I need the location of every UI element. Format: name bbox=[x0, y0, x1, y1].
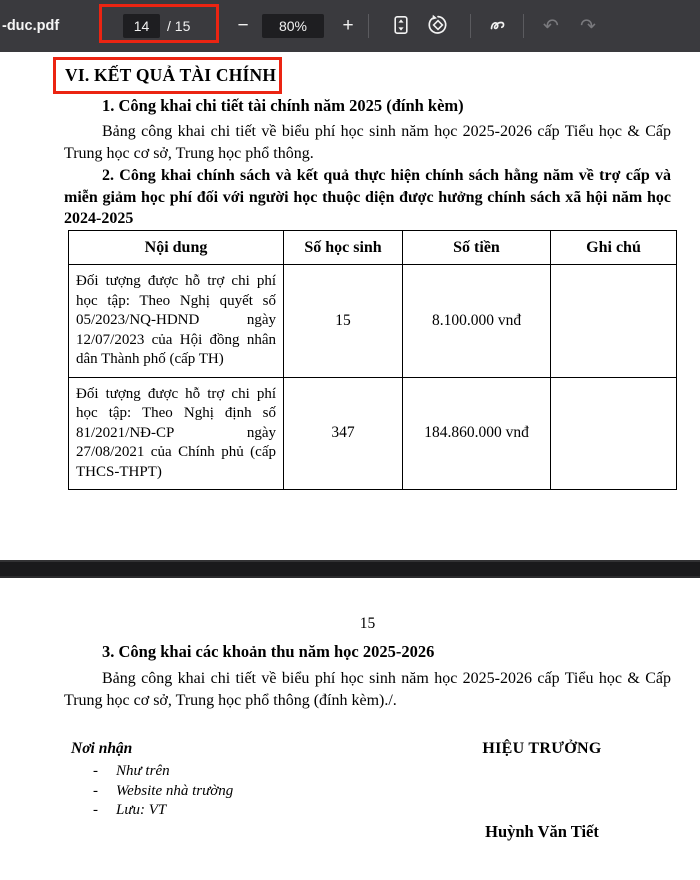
toolbar-divider bbox=[368, 14, 369, 38]
redo-button[interactable] bbox=[573, 0, 603, 52]
rotate-button[interactable] bbox=[423, 0, 453, 52]
undo-icon: ↶ bbox=[543, 15, 559, 37]
zoom-in-button[interactable]: + bbox=[336, 0, 360, 52]
pen-annotate-icon bbox=[488, 14, 510, 39]
recipient-label: Như trên bbox=[116, 763, 170, 780]
cell-students: 347 bbox=[284, 377, 403, 490]
finance-table bbox=[68, 230, 677, 490]
recipient-label: Website nhà trường bbox=[116, 782, 234, 799]
recipients-title: Nơi nhận bbox=[71, 740, 133, 757]
heading-1: 1. Công khai chi tiết tài chính năm 2025 (đính kèm) bbox=[102, 96, 464, 115]
cell-students: 15 bbox=[284, 265, 403, 378]
table-row bbox=[69, 377, 677, 490]
page-total-label: / 15 bbox=[167, 18, 191, 34]
undo-button[interactable] bbox=[536, 0, 566, 52]
zoom-level-field[interactable]: 80% bbox=[262, 14, 324, 38]
toolbar-divider bbox=[470, 14, 471, 38]
heading-3: 3. Công khai các khoản thu năm học 2025-2026 bbox=[102, 642, 435, 661]
pdf-toolbar bbox=[0, 0, 700, 52]
col-header-noi-dung: Nội dung bbox=[69, 231, 284, 265]
cell-amount: 8.100.000 vnđ bbox=[403, 265, 551, 378]
list-item bbox=[93, 801, 233, 821]
signature-title: HIỆU TRƯỞNG bbox=[482, 740, 602, 757]
recipients-list bbox=[93, 762, 233, 821]
section-title: VI. KẾT QUẢ TÀI CHÍNH bbox=[65, 65, 277, 85]
table-header-row bbox=[69, 231, 677, 265]
cell-content: Đối tượng được hỗ trợ chi phí học tập: Theo Nghị quyết số 05/2023/NQ-HDND ngày 12/07/2023 của Hội đồng nhân dân Thành phố (cấp TH) bbox=[69, 265, 284, 378]
cell-note bbox=[551, 377, 677, 490]
col-header-ghi-chu: Ghi chú bbox=[551, 231, 677, 265]
paragraph-1: Bảng công khai chi tiết về biểu phí học sinh năm học 2025-2026 cấp Tiểu học & Cấp Trung học cơ sở, Trung học phổ thông. bbox=[64, 123, 671, 162]
annotate-button[interactable] bbox=[484, 0, 514, 52]
heading-2: 2. Công khai chính sách và kết quả thực hiện chính sách hằng năm về trợ cấp và miễn giảm học phí đối với người học thuộc diện được hưởng chính sách xã hội năm học 2024-2025 bbox=[64, 167, 671, 227]
cell-note bbox=[551, 265, 677, 378]
fit-to-page-icon bbox=[391, 15, 411, 38]
col-header-so-tien: Số tiền bbox=[403, 231, 551, 265]
list-item bbox=[93, 762, 233, 782]
list-dash: - bbox=[93, 782, 98, 799]
cell-content: Đối tượng được hỗ trợ chi phí học tập: Theo Nghị định số 81/2021/NĐ-CP ngày 27/08/2021 của Chính phủ (cấp THCS-THPT) bbox=[69, 377, 284, 490]
section-title-annotation-box bbox=[53, 57, 282, 94]
signature-name: Huỳnh Văn Tiết bbox=[485, 822, 599, 841]
fit-to-page-button[interactable] bbox=[386, 0, 416, 52]
toolbar-divider bbox=[523, 14, 524, 38]
redo-icon: ↷ bbox=[580, 15, 596, 37]
list-dash: - bbox=[93, 802, 98, 819]
page-number-input[interactable] bbox=[123, 14, 160, 38]
paragraph-3: Bảng công khai chi tiết về biểu phí học sinh năm học 2025-2026 cấp Tiểu học & Cấp Trung học cơ sở, Trung học phổ thông (đính kèm)./. bbox=[64, 670, 671, 709]
list-dash: - bbox=[93, 763, 98, 780]
zoom-out-button[interactable]: − bbox=[231, 0, 255, 52]
pdf-filename: -duc.pdf bbox=[2, 18, 60, 34]
list-item bbox=[93, 782, 233, 802]
page-separator bbox=[0, 560, 700, 578]
cell-amount: 184.860.000 vnđ bbox=[403, 377, 551, 490]
recipient-label: Lưu: VT bbox=[116, 802, 167, 819]
col-header-so-hoc-sinh: Số học sinh bbox=[284, 231, 403, 265]
rotate-counterclockwise-icon bbox=[427, 14, 449, 39]
page-number-15: 15 bbox=[359, 615, 376, 632]
table-row bbox=[69, 265, 677, 378]
